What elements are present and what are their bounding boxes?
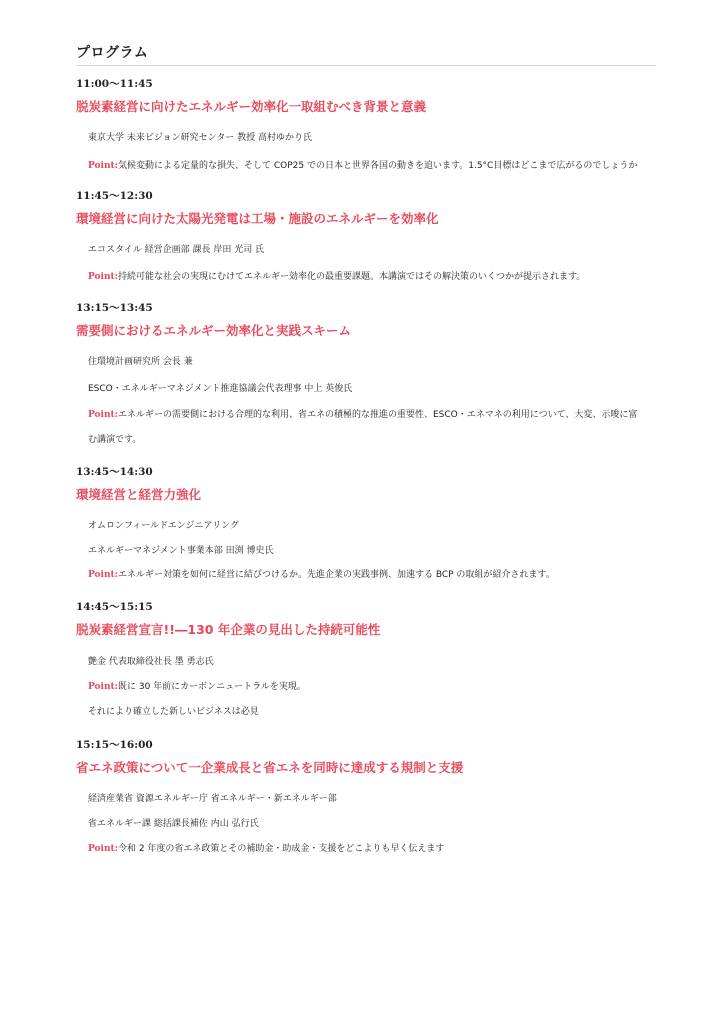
session-title: 需要側におけるエネルギー効率化と実践スキーム [76, 323, 352, 338]
point-line [88, 269, 585, 282]
point-text: 既に 30 年前にカーボンニュートラルを実現。 [117, 682, 306, 692]
title-divider [76, 65, 656, 66]
session-time: 15:15〜16:00 [76, 739, 153, 751]
point-line [88, 679, 306, 692]
session-time: 13:45〜14:30 [76, 466, 153, 478]
speaker-line: ESCO・エネルギーマネジメント推進協議会代表理事 中上 英俊氏 [88, 384, 353, 394]
point-label: Point: [88, 410, 118, 420]
speaker-line: エネルギーマネジメント事業本部 田渕 博史氏 [88, 546, 274, 556]
speaker-line: 省エネルギー課 総括課長補佐 内山 弘行氏 [88, 819, 259, 829]
session-title: 脱炭素経営宣言!!―130 年企業の見出した持続可能性 [76, 622, 381, 637]
point-label: Point: [88, 161, 118, 171]
point-line [88, 841, 444, 854]
point-text: 令和 2 年度の省エネ政策とその補助金・助成金・支援をどこよりも早く伝えます [117, 844, 445, 854]
speaker-line: オムロンフィールドエンジニアリング [88, 521, 239, 531]
session-title: 環境経営に向けた太陽光発電は工場・施設のエネルギーを効率化 [76, 211, 439, 226]
point-line [88, 407, 637, 420]
speaker-line: 住環境計画研究所 会長 兼 [88, 357, 193, 367]
point-line-continued [88, 432, 141, 445]
session-title: 環境経営と経営力強化 [76, 487, 202, 502]
session-time: 11:45〜12:30 [76, 190, 153, 202]
session-time: 11:00〜11:45 [76, 78, 153, 90]
session-title: 省エネ政策について一企業成長と省エネを同時に達成する規制と支援 [76, 760, 464, 775]
point-label: Point: [88, 844, 118, 854]
speaker-line: 経済産業省 資源エネルギー庁 省エネルギー・新エネルギー部 [88, 794, 337, 804]
page-title: プログラム [76, 45, 149, 61]
session-time: 14:45〜15:15 [76, 601, 153, 613]
point-line [88, 158, 637, 171]
speaker-line: 艶金 代表取締役社長 墨 勇志氏 [88, 657, 214, 667]
point-line-continued [88, 704, 259, 717]
point-text: それにより確立した新しいビジネスは必見 [88, 707, 259, 717]
point-text: む講演です。 [88, 435, 142, 445]
session-title: 脱炭素経営に向けたエネルギー効率化一取組むべき背景と意義 [76, 99, 427, 114]
point-line [88, 567, 555, 580]
point-label: Point: [88, 570, 118, 580]
speaker-line: エコスタイル 経営企画部 課長 岸田 光司 氏 [88, 245, 265, 255]
point-text: 気候変動による定量的な損失、そして COP25 での日本と世界各国の動きを追います。1.5°C目標はどこまで広がるのでしょうか [117, 161, 638, 171]
speaker-line: 東京大学 未来ビジョン研究センター 教授 高村ゆかり氏 [88, 133, 313, 143]
session-time: 13:15〜13:45 [76, 302, 153, 314]
point-text: 持続可能な社会の実現にむけてエネルギー効率化の最重要課題。本講演ではその解決策のいくつかが提示されます。 [117, 272, 586, 282]
point-label: Point: [88, 682, 118, 692]
point-label: Point: [88, 272, 118, 282]
point-text: エネルギー対策を如何に経営に結びつけるか。先進企業の実践事例、加速する BCP の取組が紹介されます。 [117, 570, 555, 580]
point-text: エネルギーの需要側における合理的な利用、省エネの積極的な推進の重要性、ESCO・エネマネの利用について、大変、示唆に富 [117, 410, 638, 420]
